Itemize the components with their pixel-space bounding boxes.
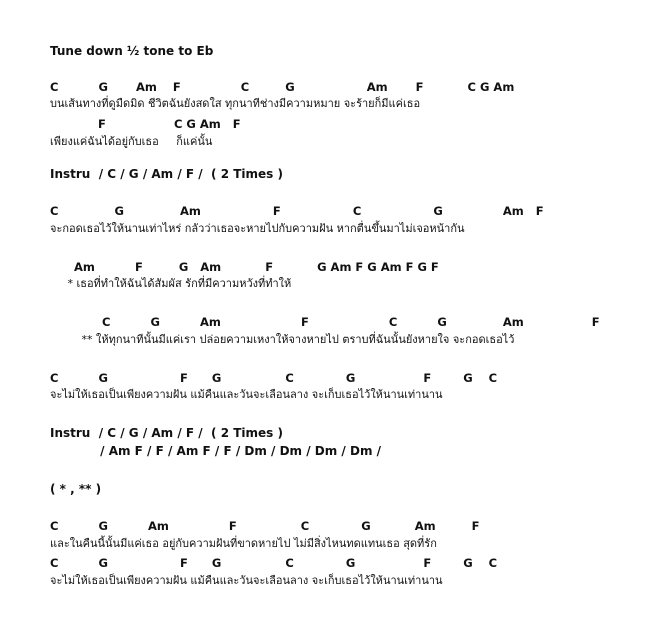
chord-line: C G F G C G F G C: [50, 371, 498, 385]
chord-line: C G F G C G F G C: [50, 556, 498, 570]
repeat-marker: ( * , ** ): [50, 482, 102, 496]
instrumental-line: Instru / C / G / Am / F / ( 2 Times ): [50, 167, 283, 181]
chord-line: C G Am F C G Am F: [50, 204, 544, 218]
lyric-line: จะไม่ให้เธอเป็นเพียงความฝัน แม้คืนและวันจะเลือนลาง จะเก็บเธอไว้ให้นานเท่านาน: [50, 388, 443, 401]
chord-line: C G Am F C G Am F: [50, 315, 600, 329]
lyric-line: ** ให้ทุกนาทีนั้นมีแค่เรา ปล่อยความเหงาให้จางหายไป ตราบที่ฉันนั้นยังหายใจ จะกอดเธอไว้: [50, 333, 515, 346]
chord-line: C G Am F C G Am F C G Am: [50, 80, 515, 94]
lyric-line: จะไม่ให้เธอเป็นเพียงความฝัน แม้คืนและวันจะเลือนลาง จะเก็บเธอไว้ให้นานเท่านาน: [50, 574, 443, 587]
lyric-line: บนเส้นทางที่ดูมืดมิด ชีวิตฉันยังสดใส ทุกนาทีช่างมีความหมาย จะร้ายก็มีแค่เธอ: [50, 97, 421, 110]
lyric-line: และในคืนนี้นั้นมีแค่เธอ อยู่กับความฝันที่ขาดหายไป ไม่มีสิ่งไหนทดแทนเธอ สุดที่รัก: [50, 537, 437, 550]
lyric-line: เพียงแค่ฉันได้อยู่กับเธอ ก็แค่นั้น: [50, 135, 213, 148]
chord-line: Am F G Am F G Am F G Am F G F: [50, 260, 439, 274]
instrumental-line: Instru / C / G / Am / F / ( 2 Times ): [50, 426, 283, 440]
chord-line: F C G Am F: [50, 117, 241, 131]
tuning-note: Tune down ½ tone to Eb: [50, 44, 214, 58]
lyric-line: * เธอที่ทำให้ฉันได้สัมผัส รักที่มีความหวังที่ทำให้: [50, 277, 292, 290]
lyric-line: จะกอดเธอไว้ให้นานเท่าไหร่ กลัวว่าเธอจะหายไปกับความฝัน หากตื่นขึ้นมาไม่เจอหน้ากัน: [50, 222, 465, 235]
chord-line: C G Am F C G Am F: [50, 519, 480, 533]
instrumental-line: / Am F / F / Am F / F / Dm / Dm / Dm / Dm /: [50, 444, 382, 458]
